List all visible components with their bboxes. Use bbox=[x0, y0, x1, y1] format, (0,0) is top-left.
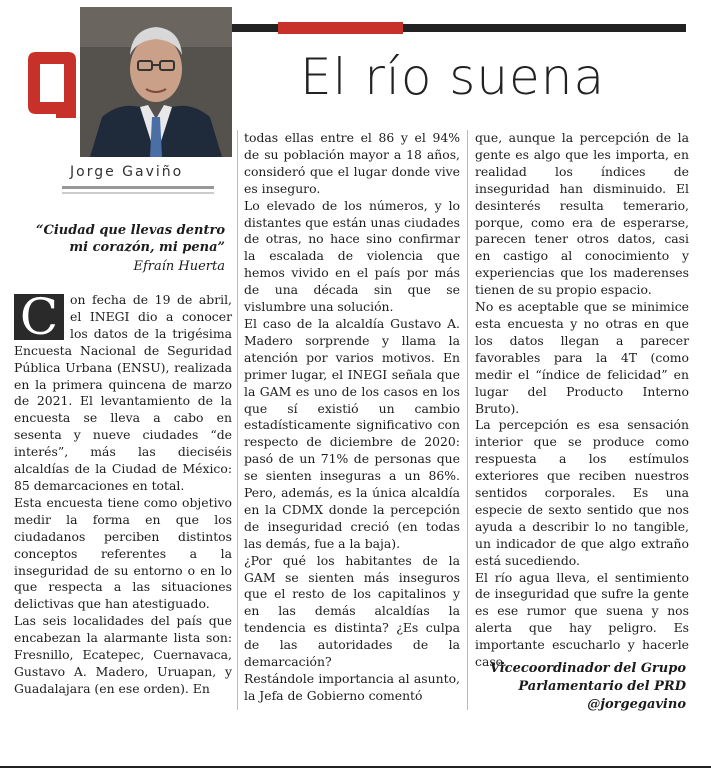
author-rule-secondary bbox=[62, 192, 214, 194]
publication-logo bbox=[22, 48, 80, 122]
paragraph: on fecha de 19 de abril, el INEGI dio a conocer los datos de la trigésima Encuesta Nacional de Seguridad Pública Urbana (ENSU), realizada en la primera quincena de marzo de 2021. El levantamiento de la encuesta se lleva a cabo en sesenta y nueve ciudades “de interés”, más las dieciséis alcaldías de la Ciudad de México: 85 demarcaciones en total. bbox=[14, 292, 232, 493]
signature-line: Parlamentario del PRD bbox=[518, 679, 686, 694]
epigraph-quote: “Ciudad que llevas dentro mi corazón, mi pena” bbox=[36, 223, 225, 255]
epigraph-attribution: Efraín Huerta bbox=[133, 259, 225, 274]
signature-line: Vicecoordinador del Grupo bbox=[489, 661, 686, 676]
author-rule bbox=[62, 186, 214, 189]
paragraph: La percepción es esa sensación interior que se produce como respuesta a los estímulos exteriores que reciben nuestros sentidos corporales. Es una especie de sexto sentido que nos ayuda a describir lo no tangible, un indicador de que algo extraño está sucediendo. bbox=[475, 417, 689, 568]
paragraph: El caso de la alcaldía Gustavo A. Madero sorprende y llama la atención por varios motivos. En primer lugar, el INEGI señala que la GAM es uno de los casos en los que sí existió un cambio estadísticamente significativo con respecto de diciembre de 2020: pasó de un 71% de personas que se sienten inseguras a un 86%. Pero, además, es la única alcaldía en la CDMX donde la percepción de inseguridad creció (en todas las demás, fue a la baja). bbox=[244, 315, 460, 551]
signature-handle: @jorgegavino bbox=[587, 697, 686, 712]
column-divider bbox=[467, 130, 468, 710]
bottom-rule bbox=[0, 766, 711, 768]
paragraph: El río agua lleva, el sentimiento de inseguridad que sufre la gente es ese rumor que suena y nos alerta que hay peligro. Es importante escucharlo y hacerle caso. bbox=[475, 569, 689, 670]
article-column-3 bbox=[475, 130, 689, 671]
paragraph: Esta encuesta tiene como objetivo medir la forma en que los ciudadanos perciben distintos conceptos referentes a la inseguridad de su entorno o en lo que respecta a las situaciones delictivas que han atestiguado. bbox=[14, 494, 232, 612]
paragraph: Las seis localidades del país que encabezan la alarmante lista son: Fresnillo, Ecatepec, Cuernavaca, Gustavo A. Madero, Uruapan, y Guadalajara (en ese orden). En bbox=[14, 613, 232, 696]
paragraph: Restándole importancia al asunto, la Jefa de Gobierno comentó bbox=[244, 671, 460, 703]
accent-bar bbox=[278, 22, 403, 34]
paragraph: todas ellas entre el 86 y el 94% de su población mayor a 18 años, consideró que el lugar donde vive es inseguro. bbox=[244, 130, 460, 196]
author-name: Jorge Gaviño bbox=[70, 164, 184, 180]
paragraph: ¿Por qué los habitantes de la GAM se sienten más inseguros que el resto de los capitalinos y en las demás alcaldías la tendencia es distinta? ¿Es culpa de las autoridades de la demarcación? bbox=[244, 552, 460, 670]
paragraph: Lo elevado de los números, y lo distantes que están unas ciudades de otras, no hace sino confirmar la escalada de violencia que hemos vivido en el país por más de una década sin que se vislumbre una solución. bbox=[244, 197, 460, 315]
paragraph: No es aceptable que se minimice esta encuesta y no otras en que los datos llegan a parecer favorables para la 4T (como medir el “índice de felicidad” en lugar del Producto Interno Bruto). bbox=[475, 299, 689, 416]
author-photo bbox=[80, 7, 232, 157]
article-column-1 bbox=[14, 288, 232, 698]
author-signature bbox=[470, 660, 686, 714]
article-title: El río suena bbox=[300, 48, 606, 106]
drop-cap: C bbox=[14, 294, 64, 340]
column-divider bbox=[237, 130, 238, 710]
paragraph: que, aunque la percepción de la gente es algo que les importa, en realidad los índices de inseguridad han disminuido. El desinterés resulta temerario, porque, como era de esperarse, parecen tener otros datos, casi en castigo al conocimiento y experiencias que los maderenses tienen de su propio espacio. bbox=[475, 130, 689, 298]
article-column-2 bbox=[244, 130, 460, 705]
